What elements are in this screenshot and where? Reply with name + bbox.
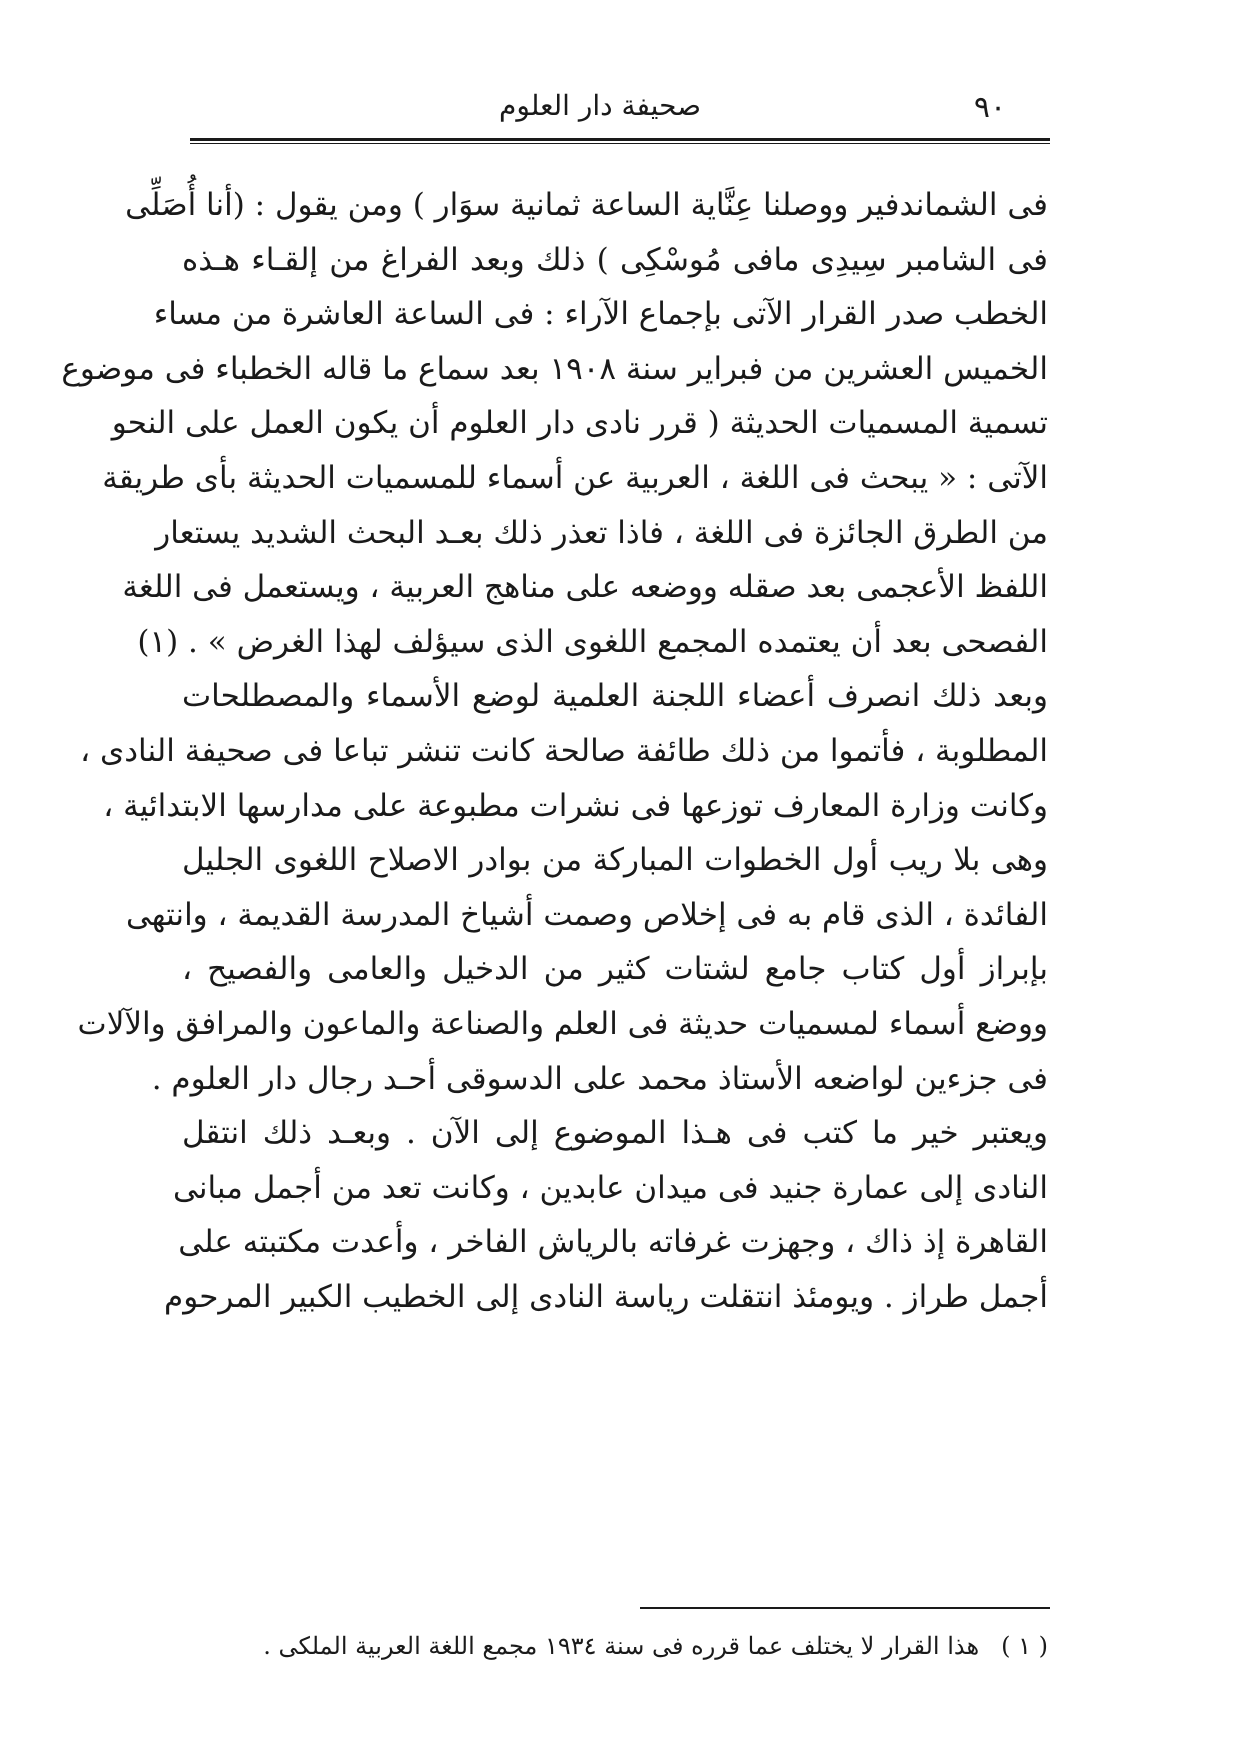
body-line: وهى بلا ريب أول الخطوات المباركة من بوادر الاصلاح اللغوى الجليل: [182, 842, 1048, 879]
body-line: تسمية المسميات الحديثة ( قرر نادى دار العلوم أن يكون العمل على النحو: [111, 405, 1048, 442]
page-number: ٩٠: [973, 90, 1007, 125]
body-line: الفائدة ، الذى قام به فى إخلاص وصمت أشياخ المدرسة القديمة ، وانتهى: [125, 896, 1048, 933]
footnote: [200, 1626, 1048, 1666]
header-rule-thin: [190, 143, 1050, 144]
footnote-marker: ( ١ ): [1001, 1632, 1048, 1660]
body-line: اللفظ الأعجمى بعد صقله ووضعه على مناهج العربية ، ويستعمل فى اللغة: [122, 569, 1048, 606]
body-line: ووضع أسماء لمسميات حديثة فى العلم والصناعة والماعون والمرافق والآلات: [77, 1005, 1048, 1042]
body-line: أجمل طراز . ويومئذ انتقلت رياسة النادى إلى الخطيب الكبير المرحوم: [164, 1278, 1048, 1315]
footnote-rule: [640, 1607, 1050, 1609]
body-line: الخميس العشرين من فبراير سنة ١٩٠٨ بعد سماع ما قاله الخطباء فى موضوع: [61, 350, 1048, 387]
footnote-text: هذا القرار لا يختلف عما قرره فى سنة ١٩٣٤ مجمع اللغة العربية الملكى .: [263, 1632, 980, 1660]
running-title: صحيفة دار العلوم: [499, 89, 701, 122]
body-line: الفصحى بعد أن يعتمده المجمع اللغوى الذى سيؤلف لهذا الغرض » . (١): [137, 623, 1048, 660]
body-line: فى جزءين لواضعه الأستاذ محمد على الدسوقى أحـد رجال دار العلوم .: [151, 1060, 1048, 1097]
body-line: من الطرق الجائزة فى اللغة ، فاذا تعذر ذلك بعـد البحث الشديد يستعار: [155, 514, 1048, 551]
body-line: وكانت وزارة المعارف توزعها فى نشرات مطبوعة على مدارسها الابتدائية ،: [103, 787, 1048, 824]
body-line: القاهرة إذ ذاك ، وجهزت غرفاته بالرياش الفاخر ، وأعدت مكتبته على: [178, 1224, 1048, 1261]
body-line: المطلوبة ، فأتموا من ذلك طائفة صالحة كانت تنشر تباعا فى صحيفة النادى ،: [80, 732, 1048, 769]
body-line: فى الشامبر سِيدِى مافى مُوسْكِى ) ذلك وبعد الفراغ من إلقـاء هـذه: [182, 241, 1048, 278]
header-rule: [190, 138, 1050, 141]
body-line: ويعتبر خير ما كتب فى هـذا الموضوع إلى الآن . وبعـد ذلك انتقل: [182, 1115, 1048, 1152]
body-line: الخطب صدر القرار الآتى بإجماع الآراء : فى الساعة العاشرة من مساء: [153, 296, 1048, 333]
body-line: النادى إلى عمارة جنيد فى ميدان عابدين ، وكانت تعد من أجمل مبانى: [173, 1169, 1048, 1206]
body-line: بإبراز أول كتاب جامع لشتات كثير من الدخيل والعامى والفصيح ،: [182, 951, 1048, 988]
body-text: [61, 178, 1048, 1324]
body-line: فى الشماندفير ووصلنا عِنَّاية الساعة ثمانية سوَار ) ومن يقول : (أنا أُصَلِّى: [125, 187, 1048, 223]
body-line: وبعد ذلك انصرف أعضاء اللجنة العلمية لوضع الأسماء والمصطلحات: [182, 678, 1048, 715]
body-line: الآتى : « يبحث فى اللغة ، العربية عن أسماء للمسميات الحديثة بأى طريقة: [102, 459, 1048, 496]
